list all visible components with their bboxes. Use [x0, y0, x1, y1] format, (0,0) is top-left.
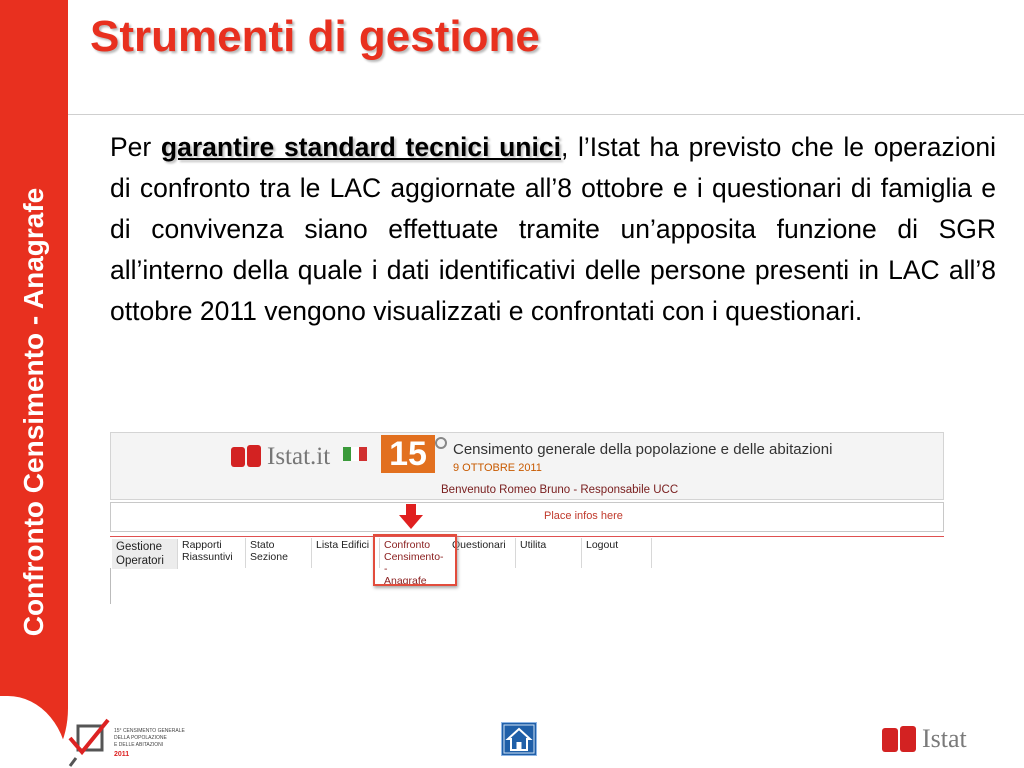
screenshot-edge-line — [110, 568, 111, 604]
side-section-label: Confronto Censimento - Anagrafe — [18, 187, 49, 637]
menu-confronto-censimento-anagrafe[interactable]: Confronto Censimento-- Anagrafe — [384, 539, 444, 587]
flag-icon — [343, 447, 367, 461]
census-badge: 15 — [381, 435, 435, 473]
menu-rapporti-riassuntivi[interactable]: Rapporti Riassuntivi — [178, 538, 246, 568]
istat-footer-text: Istat — [922, 724, 967, 753]
istat-footer-mark-2 — [900, 726, 916, 752]
menu-stato-sezione[interactable]: Stato Sezione — [246, 538, 312, 568]
welcome-user-text: Benvenuto Romeo Bruno - Responsabile UCC — [441, 484, 679, 496]
census-logo — [68, 718, 185, 766]
place-infos-text: Place infos here — [544, 510, 623, 522]
app-screenshot — [110, 432, 944, 604]
istat-footer-mark-1 — [882, 728, 898, 752]
istat-logo-text: Istat.it — [267, 443, 331, 470]
census-logo-line-1: 15° CENSIMENTO GENERALE — [114, 728, 185, 734]
selection-highlight-box — [373, 534, 457, 586]
census-logo-line-2: DELLA POPOLAZIONE — [114, 735, 167, 741]
body-highlight: garantire standard tecnici unici — [160, 132, 561, 162]
body-paragraph — [110, 127, 996, 332]
census-logo-year: 2011 — [114, 751, 130, 758]
body-rest: , l’Istat ha previsto che le operazioni di confronto tra le LAC aggiornate all’8 ottobre e i questionari di famiglia e di convivenza siano effettuate tramite un’apposita funzione di SGR all’interno della quale i dati identificativi delle persone presenti in LAC all’8 ottobre 2011 vengono visualizzati e confrontati con i questionari. — [110, 132, 996, 326]
arrow-down-icon — [398, 504, 424, 530]
app-header-date: 9 OTTOBRE 2011 — [453, 462, 542, 474]
menu-utilita[interactable]: Utilita — [516, 538, 582, 568]
menu-questionari[interactable]: Questionari — [448, 538, 516, 568]
slide-title: Strumenti di gestione — [90, 12, 540, 61]
istat-logo-mark-2 — [247, 445, 261, 467]
app-header-title: Censimento generale della popolazione e delle abitazioni — [453, 441, 833, 458]
menu-lista-edifici[interactable]: Lista Edifici — [312, 538, 380, 568]
home-icon[interactable] — [501, 722, 537, 756]
istat-logo[interactable] — [229, 441, 337, 471]
menu-logout[interactable]: Logout — [582, 538, 652, 568]
istat-logo-mark-1 — [231, 447, 245, 467]
menu-gestione-operatori[interactable]: Gestione Operatori — [112, 539, 178, 569]
census-logo-line-3: E DELLE ABITAZIONI — [114, 742, 164, 748]
place-infos-bar — [110, 502, 944, 532]
title-divider — [68, 114, 1024, 115]
body-prefix: Per — [110, 132, 161, 162]
menu-divider — [110, 536, 944, 537]
istat-footer-logo — [880, 722, 980, 756]
app-header-banner — [110, 432, 944, 500]
